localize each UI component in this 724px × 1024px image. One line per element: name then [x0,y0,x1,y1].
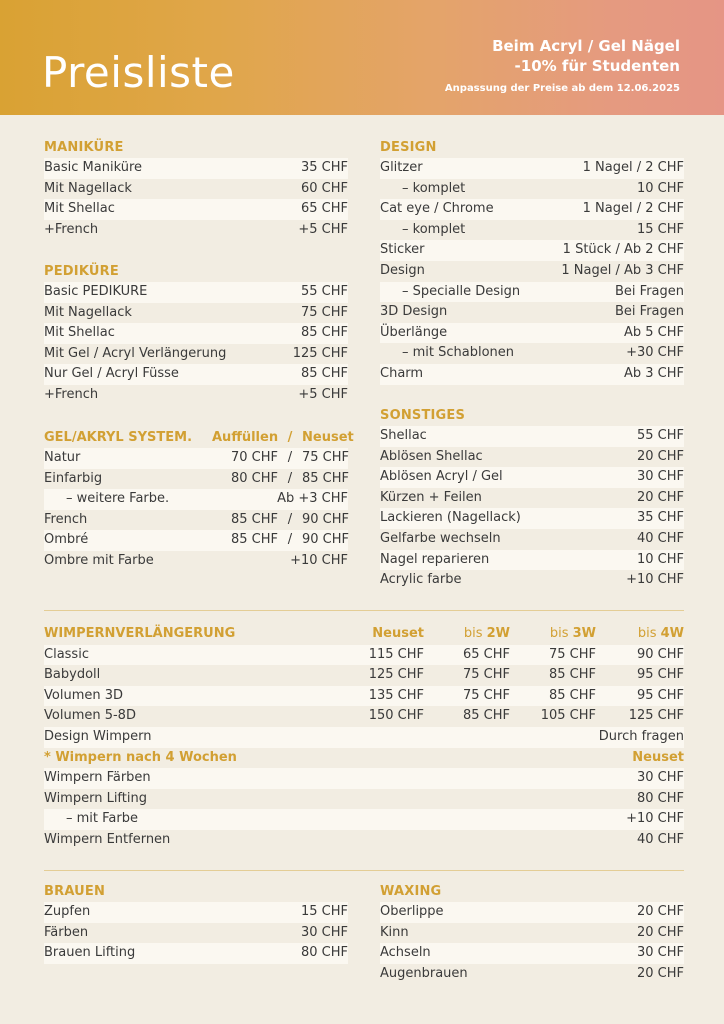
service-price: 35 CHF [300,160,348,175]
service-price: 60 CHF [300,180,348,196]
service-name: Basic Maniküre [44,160,143,175]
service-price: 135 CHF [368,687,424,703]
col-header: bis 2W [463,626,510,641]
service-name: – komplet [402,180,466,196]
price-row [380,923,684,944]
service-name: Mit Shellac [44,201,115,217]
section-title: SONSTIGES [380,408,466,423]
service-name: Brauen Lifting [44,945,136,961]
service-name: French [44,511,88,527]
service-name: – mit Schablonen [402,345,515,361]
service-name: Färben [44,924,89,940]
price-row [380,964,684,985]
price-row [44,923,348,944]
service-name: Zupfen [44,904,91,919]
price-row [44,385,348,406]
section-title: WAXING [380,884,442,899]
price-row [44,830,684,851]
section-waxing [380,882,684,984]
header-banner [0,0,724,115]
wimpern-header [44,624,684,645]
service-name: Wimpern Färben [44,770,151,786]
price-separator: / [287,470,293,486]
service-name: – weitere Farbe. [66,491,170,507]
price-auffuellen: 85 CHF [230,511,278,527]
price-row [380,220,684,241]
price-row [44,789,684,810]
section-title: WIMPERNVERLÄNGERUNG [44,626,236,641]
service-price: 105 CHF [540,708,596,724]
service-price: 30 CHF [636,945,684,961]
service-price: 1 Nagel / Ab 3 CHF [561,262,684,278]
price-neuset: 75 CHF [302,450,350,465]
section-pedikuere [44,262,348,406]
promo-line-1: Beim Acryl / Gel Nägel [492,37,680,55]
service-name: – Specialle Design [402,283,521,299]
service-name: Volumen 3D [44,687,124,703]
divider [44,610,684,611]
service-price: 85 CHF [548,667,596,683]
price-row [44,551,348,572]
service-price: 80 CHF [636,790,684,806]
price-row [44,344,348,365]
service-price: 85 CHF [300,366,348,382]
price-row [44,706,684,727]
price-row [44,469,348,490]
section-gel-akryl [44,428,354,572]
price-row [44,748,684,769]
service-price: +5 CHF [298,221,348,237]
service-name: Basic PEDIKURE [44,284,148,299]
price-row [380,158,684,179]
promo-line-2: -10% für Studenten [514,57,680,75]
service-name: Lackieren (Nagellack) [380,510,521,526]
price-neuset: 90 CHF [302,532,350,548]
price-row [380,323,684,344]
service-price: 55 CHF [636,428,684,443]
section-title: DESIGN [380,140,437,155]
service-price: 85 CHF [300,325,348,341]
service-name: Mit Shellac [44,325,115,341]
col-header: Neuset [372,626,424,641]
section-title: MANIKÜRE [44,140,124,155]
service-price: Bei Fragen [615,283,684,299]
price-row [380,179,684,200]
service-price: 55 CHF [300,284,348,299]
service-price: 15 CHF [300,904,348,919]
service-name: Kürzen + Feilen [380,489,482,505]
price-row [44,686,684,707]
service-price: 30 CHF [300,924,348,940]
service-name: Ombré [44,532,89,548]
price-row [380,902,684,923]
service-name: Cat eye / Chrome [380,201,494,217]
price-separator: / [287,532,293,548]
service-price: 20 CHF [636,904,684,919]
service-name: – mit Farbe [66,811,138,827]
price-auffuellen: 70 CHF [230,450,278,465]
service-price: 75 CHF [548,646,596,662]
page-title: Preisliste [42,48,235,97]
service-price: 30 CHF [636,770,684,786]
price-neuset: 90 CHF [302,511,350,527]
service-price: 95 CHF [636,667,684,683]
service-name: Achseln [380,945,431,961]
service-price: 20 CHF [636,448,684,464]
section-title: GEL/AKRYL SYSTEM. [44,430,193,445]
price-row [44,303,348,324]
price-row [380,343,684,364]
service-name: Design Wimpern [44,728,152,744]
service-price: 35 CHF [636,510,684,526]
service-name: Oberlippe [380,904,444,919]
service-price: 1 Nagel / 2 CHF [582,160,684,175]
service-price: 1 Nagel / 2 CHF [582,201,684,217]
service-price: 75 CHF [462,687,510,703]
service-name: * Wimpern nach 4 Wochen [44,749,237,765]
section-brauen [44,882,348,964]
price-row [44,323,348,344]
service-price: +5 CHF [298,386,348,402]
col-header-neuset: Neuset [302,430,354,445]
service-price: +30 CHF [626,345,684,361]
price-row [380,240,684,261]
section-manikuere [44,138,348,240]
service-price: 20 CHF [636,924,684,940]
price-row [44,220,348,241]
service-price: +10 CHF [626,572,684,588]
service-price: 85 CHF [462,708,510,724]
price-row [380,508,684,529]
service-name: +French [44,221,99,237]
price-separator: / [287,511,293,527]
price-row [380,199,684,220]
price-row [44,727,684,748]
price-row [44,510,348,531]
price-row [44,448,348,469]
price-row [44,943,348,964]
service-price: 1 Stück / Ab 2 CHF [562,242,684,258]
price-row [44,282,348,303]
price-auffuellen: 85 CHF [230,532,278,548]
col-header-separator: / [287,430,293,445]
price-row [380,943,684,964]
price-row [380,426,684,447]
service-price: 20 CHF [636,965,684,981]
service-name: Babydoll [44,667,101,683]
price-row [44,489,348,510]
price-auffuellen: 80 CHF [230,470,278,486]
price-row [380,282,684,303]
service-price: 90 CHF [636,646,684,662]
price-row [44,902,348,923]
price-row [44,199,348,220]
service-name: Ombre mit Farbe [44,552,154,568]
price-row [44,158,348,179]
price-row [380,364,684,385]
service-name: Mit Gel / Acryl Verlängerung [44,345,227,361]
service-name: Nur Gel / Acryl Füsse [44,366,179,382]
price-row [380,570,684,591]
price-row [380,447,684,468]
service-price: 15 CHF [636,221,684,237]
service-name: +French [44,386,99,402]
service-name: Wimpern Lifting [44,790,147,806]
col-header: bis 3W [549,626,596,641]
section-title: PEDIKÜRE [44,264,119,279]
service-name: Charm [380,365,424,381]
section-sonstiges [380,406,684,591]
service-name: Volumen 5-8D [44,708,136,724]
service-price: Durch fragen [598,728,684,744]
service-price: Neuset [632,749,684,765]
section-title: BRAUEN [44,884,106,899]
service-price: Ab 5 CHF [623,324,684,340]
service-name: Augenbrauen [380,965,468,981]
service-price: 40 CHF [636,530,684,546]
service-name: Natur [44,450,81,465]
service-price: 125 CHF [368,667,424,683]
service-price: 40 CHF [636,831,684,847]
price-row [380,529,684,550]
col-header-auffuellen: Auffüllen [212,430,279,445]
price-row [380,550,684,571]
service-name: Mit Nagellack [44,180,132,196]
service-price: 85 CHF [548,687,596,703]
price-row [44,809,684,830]
price-row [44,768,684,789]
service-price: 75 CHF [300,304,348,320]
service-price: 150 CHF [368,708,424,724]
service-name: Shellac [380,428,427,443]
service-price: +10 CHF [290,552,348,568]
service-name: – komplet [402,221,466,237]
col-header: bis 4W [637,626,684,641]
price-row [44,179,348,200]
service-name: Überlänge [380,324,448,340]
service-price: 10 CHF [636,180,684,196]
service-price: 125 CHF [628,708,684,724]
service-name: Design [380,262,425,278]
service-name: Ablösen Shellac [380,448,483,464]
service-price: Bei Fragen [615,304,684,320]
promo-block [445,36,680,96]
service-price: Ab +3 CHF [277,491,348,507]
price-row [380,261,684,282]
service-price: 10 CHF [636,551,684,567]
service-name: Mit Nagellack [44,304,132,320]
service-name: Wimpern Entfernen [44,831,171,847]
service-price: 80 CHF [300,945,348,961]
gel-header [44,428,354,448]
section-wimpern [44,624,684,851]
service-name: Classic [44,646,89,662]
service-price: 125 CHF [292,345,348,361]
service-price: 115 CHF [368,646,424,662]
service-price: Ab 3 CHF [623,365,684,381]
service-price: 75 CHF [462,667,510,683]
price-row [380,467,684,488]
service-price: +10 CHF [626,811,684,827]
service-name: 3D Design [380,304,448,320]
service-name: Gelfarbe wechseln [380,530,501,546]
service-name: Ablösen Acryl / Gel [380,469,503,485]
price-row [44,645,684,666]
service-price: 65 CHF [462,646,510,662]
service-price: 20 CHF [636,489,684,505]
service-name: Acrylic farbe [380,572,462,588]
price-row [44,530,348,551]
service-name: Sticker [380,242,425,258]
section-design [380,138,684,385]
service-name: Kinn [380,924,409,940]
price-neuset: 85 CHF [302,470,350,486]
price-row [380,488,684,509]
service-price: 95 CHF [636,687,684,703]
price-row [44,364,348,385]
service-name: Nagel reparieren [380,551,490,567]
price-row [44,665,684,686]
service-price: 30 CHF [636,469,684,485]
price-update-note: Anpassung der Preise ab dem 12.06.2025 [444,83,680,94]
service-name: Glitzer [380,160,423,175]
service-name: Einfarbig [44,470,103,486]
price-separator: / [287,450,293,465]
price-row [380,302,684,323]
service-price: 65 CHF [300,201,348,217]
divider [44,870,684,871]
